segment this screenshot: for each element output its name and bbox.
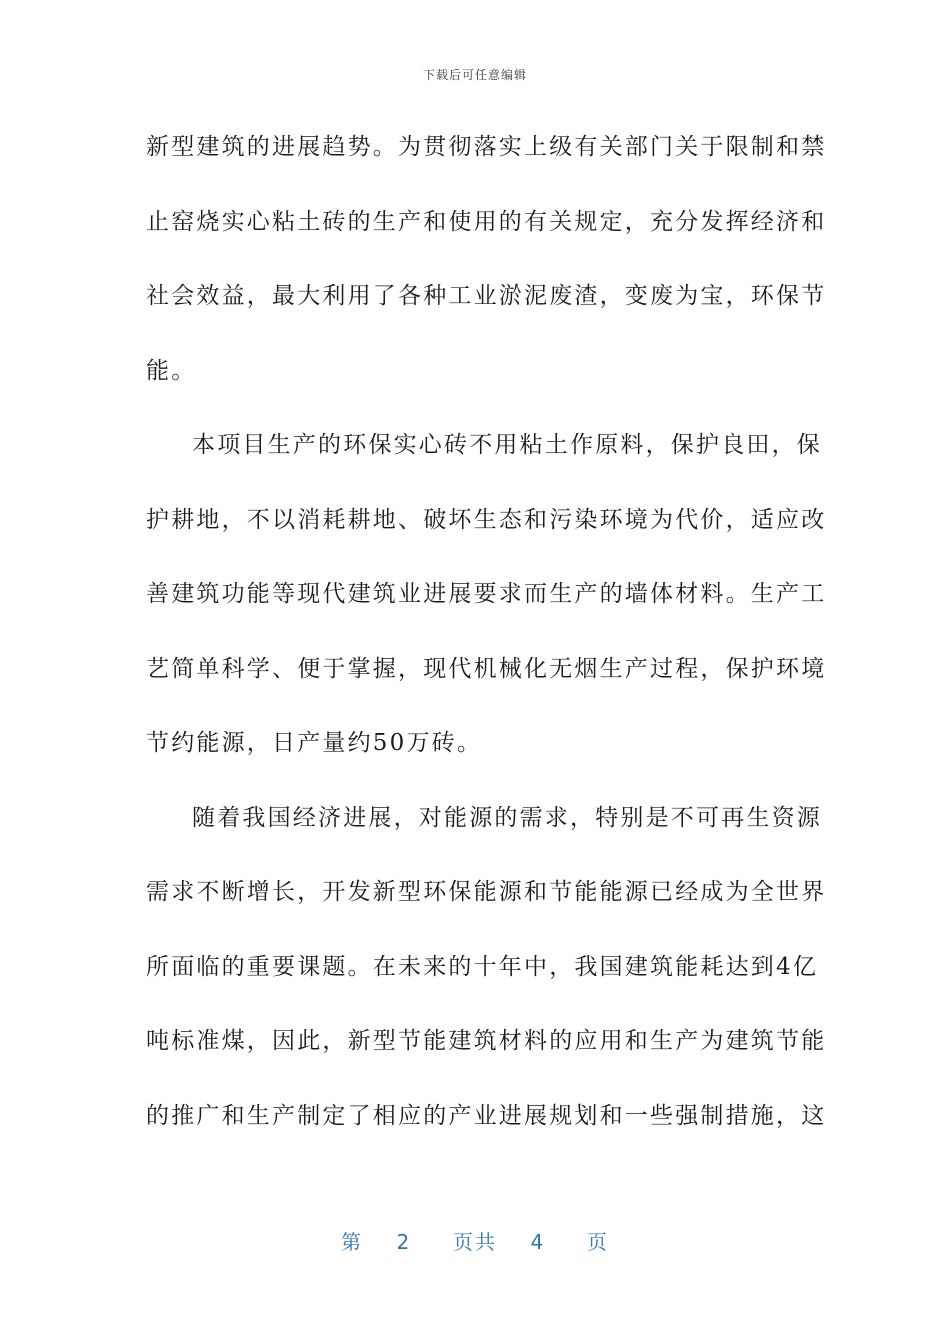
text-line: 新型建筑的进展趋势。为贯彻落实上级有关部门关于限制和禁 [146,134,827,160]
total-pages: 4 [530,1230,546,1254]
page-mid: 页共 [453,1230,497,1254]
text-line: 需求不断增长，开发新型环保能源和节能能源已经成为全世界 [146,879,827,905]
text-line: 节约能源，日产量约50万砖。 [146,730,483,756]
page-suffix: 页 [586,1230,609,1254]
document-body [146,119,827,1162]
page-number-footer [0,1226,950,1255]
text-line: 所面临的重要课题。在未来的十年中，我国建筑能耗达到4亿 [146,953,819,980]
text-line: 社会效益，最大利用了各种工业淤泥废渣，变废为宝，环保节 [146,283,827,309]
text-line: 能。 [146,357,197,384]
text-line: 的推广和生产制定了相应的产业进展规划和一些强制措施，这 [146,1102,827,1129]
text-line: 止窑烧实心粘土砖的生产和使用的有关规定，充分发挥经济和 [146,208,827,235]
current-page: 2 [396,1230,412,1254]
header-note: 下载后可任意编辑 [422,68,527,82]
page-prefix: 第 [341,1230,364,1254]
text-line: 随着我国经济进展，对能源的需求，特别是不可再生资源 [192,804,822,831]
text-line: 吨标准煤，因此，新型节能建筑材料的应用和生产为建筑节能 [146,1028,827,1054]
text-line: 护耕地，不以消耗耕地、破坏生态和污染环境为代价，适应改 [146,506,827,533]
text-line: 本项目生产的环保实心砖不用粘土作原料，保护良田，保 [192,432,822,458]
text-line: 善建筑功能等现代建筑业进展要求而生产的墙体材料。生产工 [146,581,827,607]
text-line: 艺简单科学、便于掌握，现代机械化无烟生产过程，保护环境 [146,655,827,682]
